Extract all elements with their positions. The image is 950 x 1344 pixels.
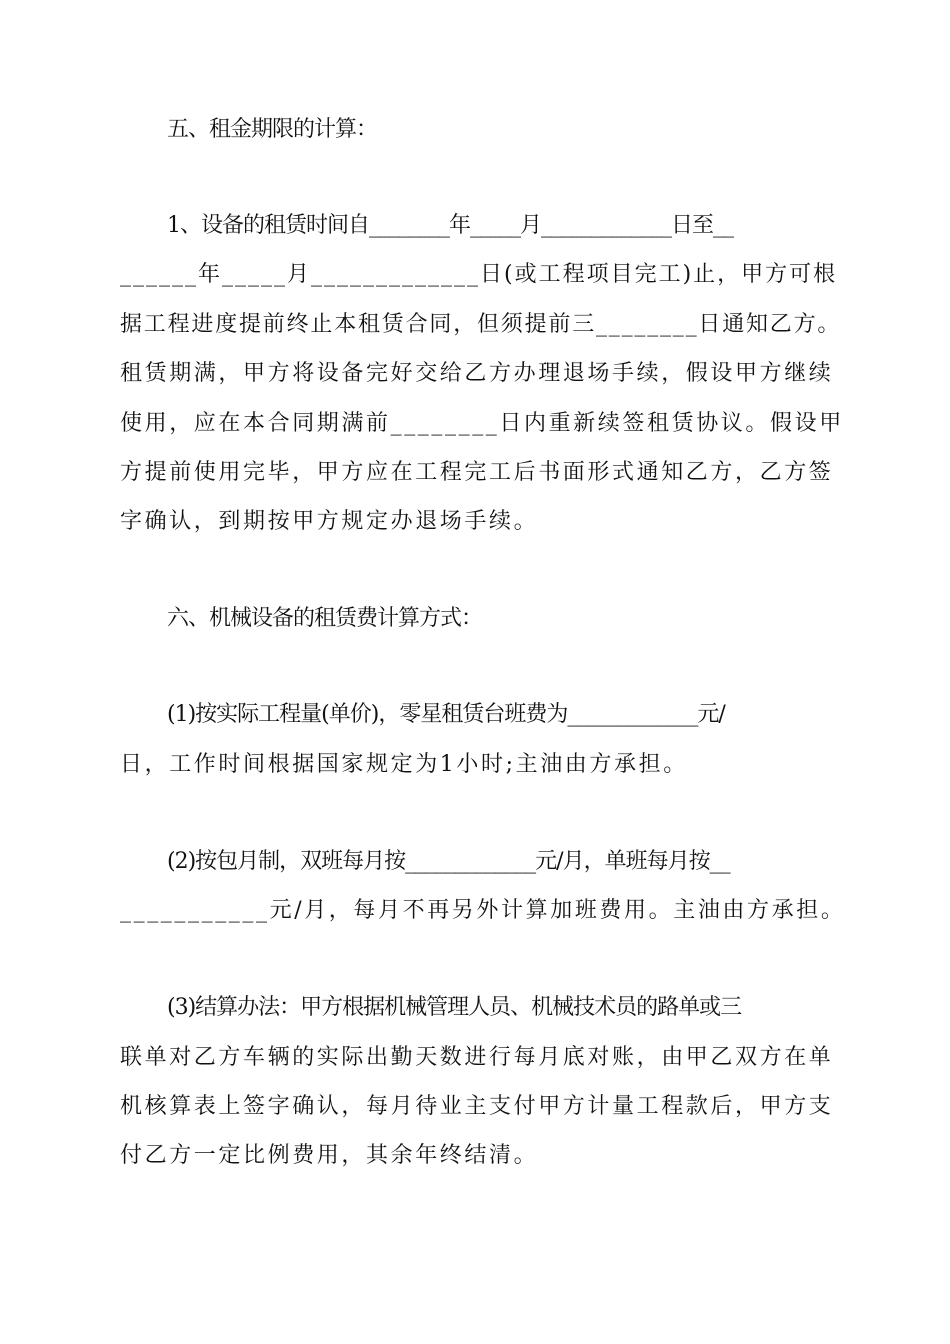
section5-line-2: ______年_____月_____________日(或工程项目完工)止，甲方可根	[120, 262, 838, 287]
item2-line-2: ___________元/月，每月不再另外计算加班费用。主油由方承担。	[120, 898, 846, 923]
section5-line-5: 使用，应在本合同期满前________日内重新续签租赁协议。假设甲	[120, 411, 844, 436]
section5-line-3: 据工程进度提前终止本租赁合同，但须提前三________日通知乙方。	[120, 312, 842, 337]
section5-line-6: 方提前使用完毕，甲方应在工程完工后书面形式通知乙方，乙方签	[120, 460, 834, 485]
item3-line-3: 机核算表上签字确认，每月待业主支付甲方计量工程款后，甲方支	[120, 1094, 834, 1119]
section6-heading: 六、机械设备的租赁费计算方式：	[167, 606, 483, 631]
section5-line-1: 1、设备的租赁时间自________年_____月_____________日至__	[167, 213, 733, 238]
section5-line-7: 字确认，到期按甲方规定办退场手续。	[120, 509, 539, 534]
section5-heading: 五、租金期限的计算：	[167, 117, 378, 142]
item1-line-2: 日，工作时间根据国家规定为1小时;主油由方承担。	[120, 752, 688, 777]
item3-line-4: 付乙方一定比例费用，其余年终结清。	[120, 1143, 539, 1168]
section5-line-4: 租赁期满，甲方将设备完好交给乙方办理退场手续，假设甲方继续	[120, 361, 834, 386]
item3-line-2: 联单对乙方车辆的实际出勤天数进行每月底对账，由甲乙双方在单	[120, 1045, 834, 1070]
item2-line-1: (2)按包月制，双班每月按_____________元/月，单班每月按__	[167, 849, 730, 874]
item1-line-1: (1)按实际工程量(单价)，零星租赁台班费为_____________元/	[167, 702, 725, 727]
item3-line-1: (3)结算办法：甲方根据机械管理人员、机械技术员的路单或三	[167, 995, 742, 1020]
